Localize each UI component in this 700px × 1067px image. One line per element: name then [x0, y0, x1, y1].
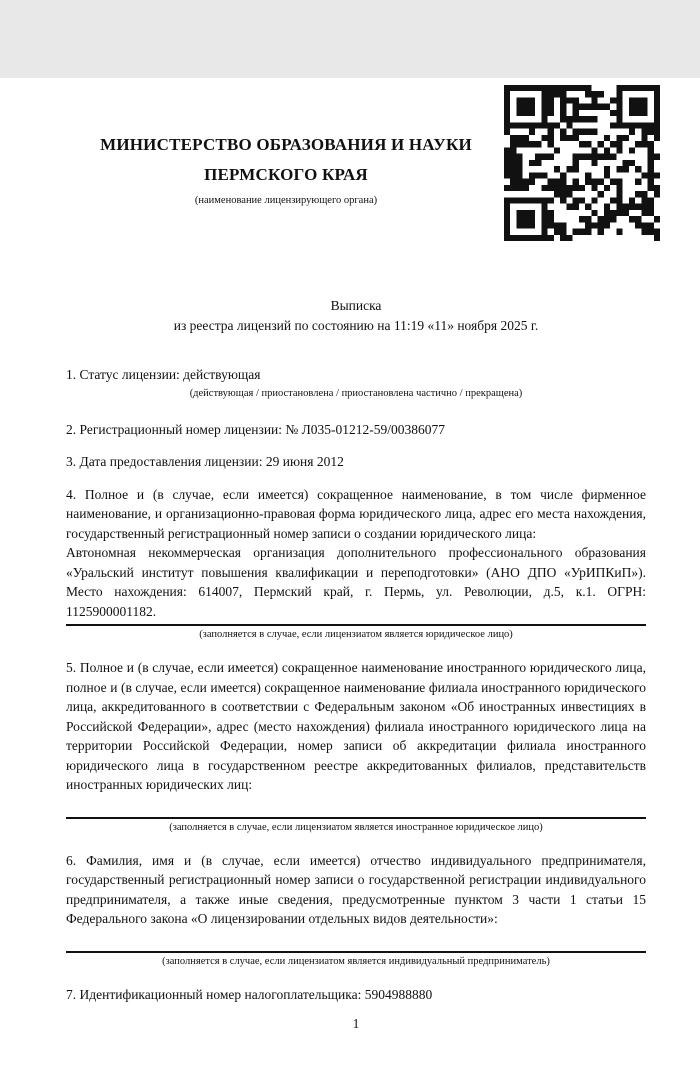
item-3-license-date: 3. Дата предоставления лицензии: 29 июня 2012 [66, 454, 344, 469]
licensing-authority-block [66, 78, 506, 206]
item-6-entrepreneur-label: 6. Фамилия, имя и (в случае, если имеется) отчество индивидуального предпринимателя, государственный регистрационный номер записи о государственной регистрации индивидуального предпринимателя, а также иные сведения, предусмотренные пунктом 3 части 1 статьи 15 Федерального закона «О лицензировании отдельных видов деятельности»: [66, 852, 646, 926]
item-5-caption: (заполняется в случае, если лицензиатом является иностранное юридическое лицо) [169, 821, 543, 833]
item-7-taxpayer-number: 7. Идентификационный номер налогоплательщика: 5904988880 [66, 986, 433, 1002]
qr-code [504, 85, 660, 241]
document-title-line2: из реестра лицензий по состоянию на 11:19 «11» ноября 2025 г. [173, 317, 539, 333]
item-6-caption: (заполняется в случае, если лицензиатом является индивидуальный предприниматель) [162, 955, 550, 967]
document-header [66, 78, 646, 242]
ministry-name-line1: МИНИСТЕРСТВО ОБРАЗОВАНИЯ И НАУКИ [100, 135, 472, 154]
ministry-name-line2: ПЕРМСКОГО КРАЯ [204, 165, 368, 184]
page-number: 1 [352, 1016, 360, 1031]
item-6-entrepreneur-value [66, 929, 646, 948]
item-4-legal-entity-label: 4. Полное и (в случае, если имеется) сокращенное наименование, в том числе фирменное наименование, и организационно-правовая форма юридического лица, адрес его места нахождения, государственный регистрационный номер записи о создании юридического лица: [66, 486, 646, 541]
item-4-fill-line [66, 624, 646, 626]
item-5-foreign-entity-label: 5. Полное и (в случае, если имеется) сокращенное наименование иностранного юридического лица, полное и (в случае, если имеется) сокращенное наименование филиала иностранного юридического лица, аккредитованного в соответствии с Федеральным законом «Об иностранных инвестициях в Российской Федерации», адрес (место нахождения) филиала иностранного юридического лица на территории Российской Федерации, номер записи об аккредитации филиала иностранного юридического лица в государственном реестре аккредитованных филиалов, представительств иностранных юридических лиц: [66, 660, 646, 792]
item-4-caption: (заполняется в случае, если лицензиатом является юридическое лицо) [199, 629, 513, 640]
document-page [0, 78, 700, 1067]
document-title-line1: Выписка [330, 298, 382, 313]
item-5-fill-line [66, 817, 646, 819]
item-1-license-status: 1. Статус лицензии: действующая [66, 367, 261, 382]
ministry-caption: (наименование лицензирующего органа) [194, 195, 378, 206]
item-2-registration-number: 2. Регистрационный номер лицензии: № Л035-01212-59/00386077 [66, 421, 446, 437]
item-4-legal-entity-value: Автономная некоммерческая организация дополнительного профессионального образования «Уральский институт повышения квалификации и переподготовки» (АНО ДПО «УрИПКиП»). Место нахождения: 614007, Пермский край, г. Пермь, ул. Революции, д.5, к.1. ОГРН: 1125900001182. [66, 545, 646, 619]
item-5-foreign-entity-value [66, 795, 646, 814]
item-1-caption: (действующая / приостановлена / приостановлена частично / прекращена) [189, 387, 523, 399]
document-title [66, 296, 646, 335]
item-6-fill-line [66, 951, 646, 953]
